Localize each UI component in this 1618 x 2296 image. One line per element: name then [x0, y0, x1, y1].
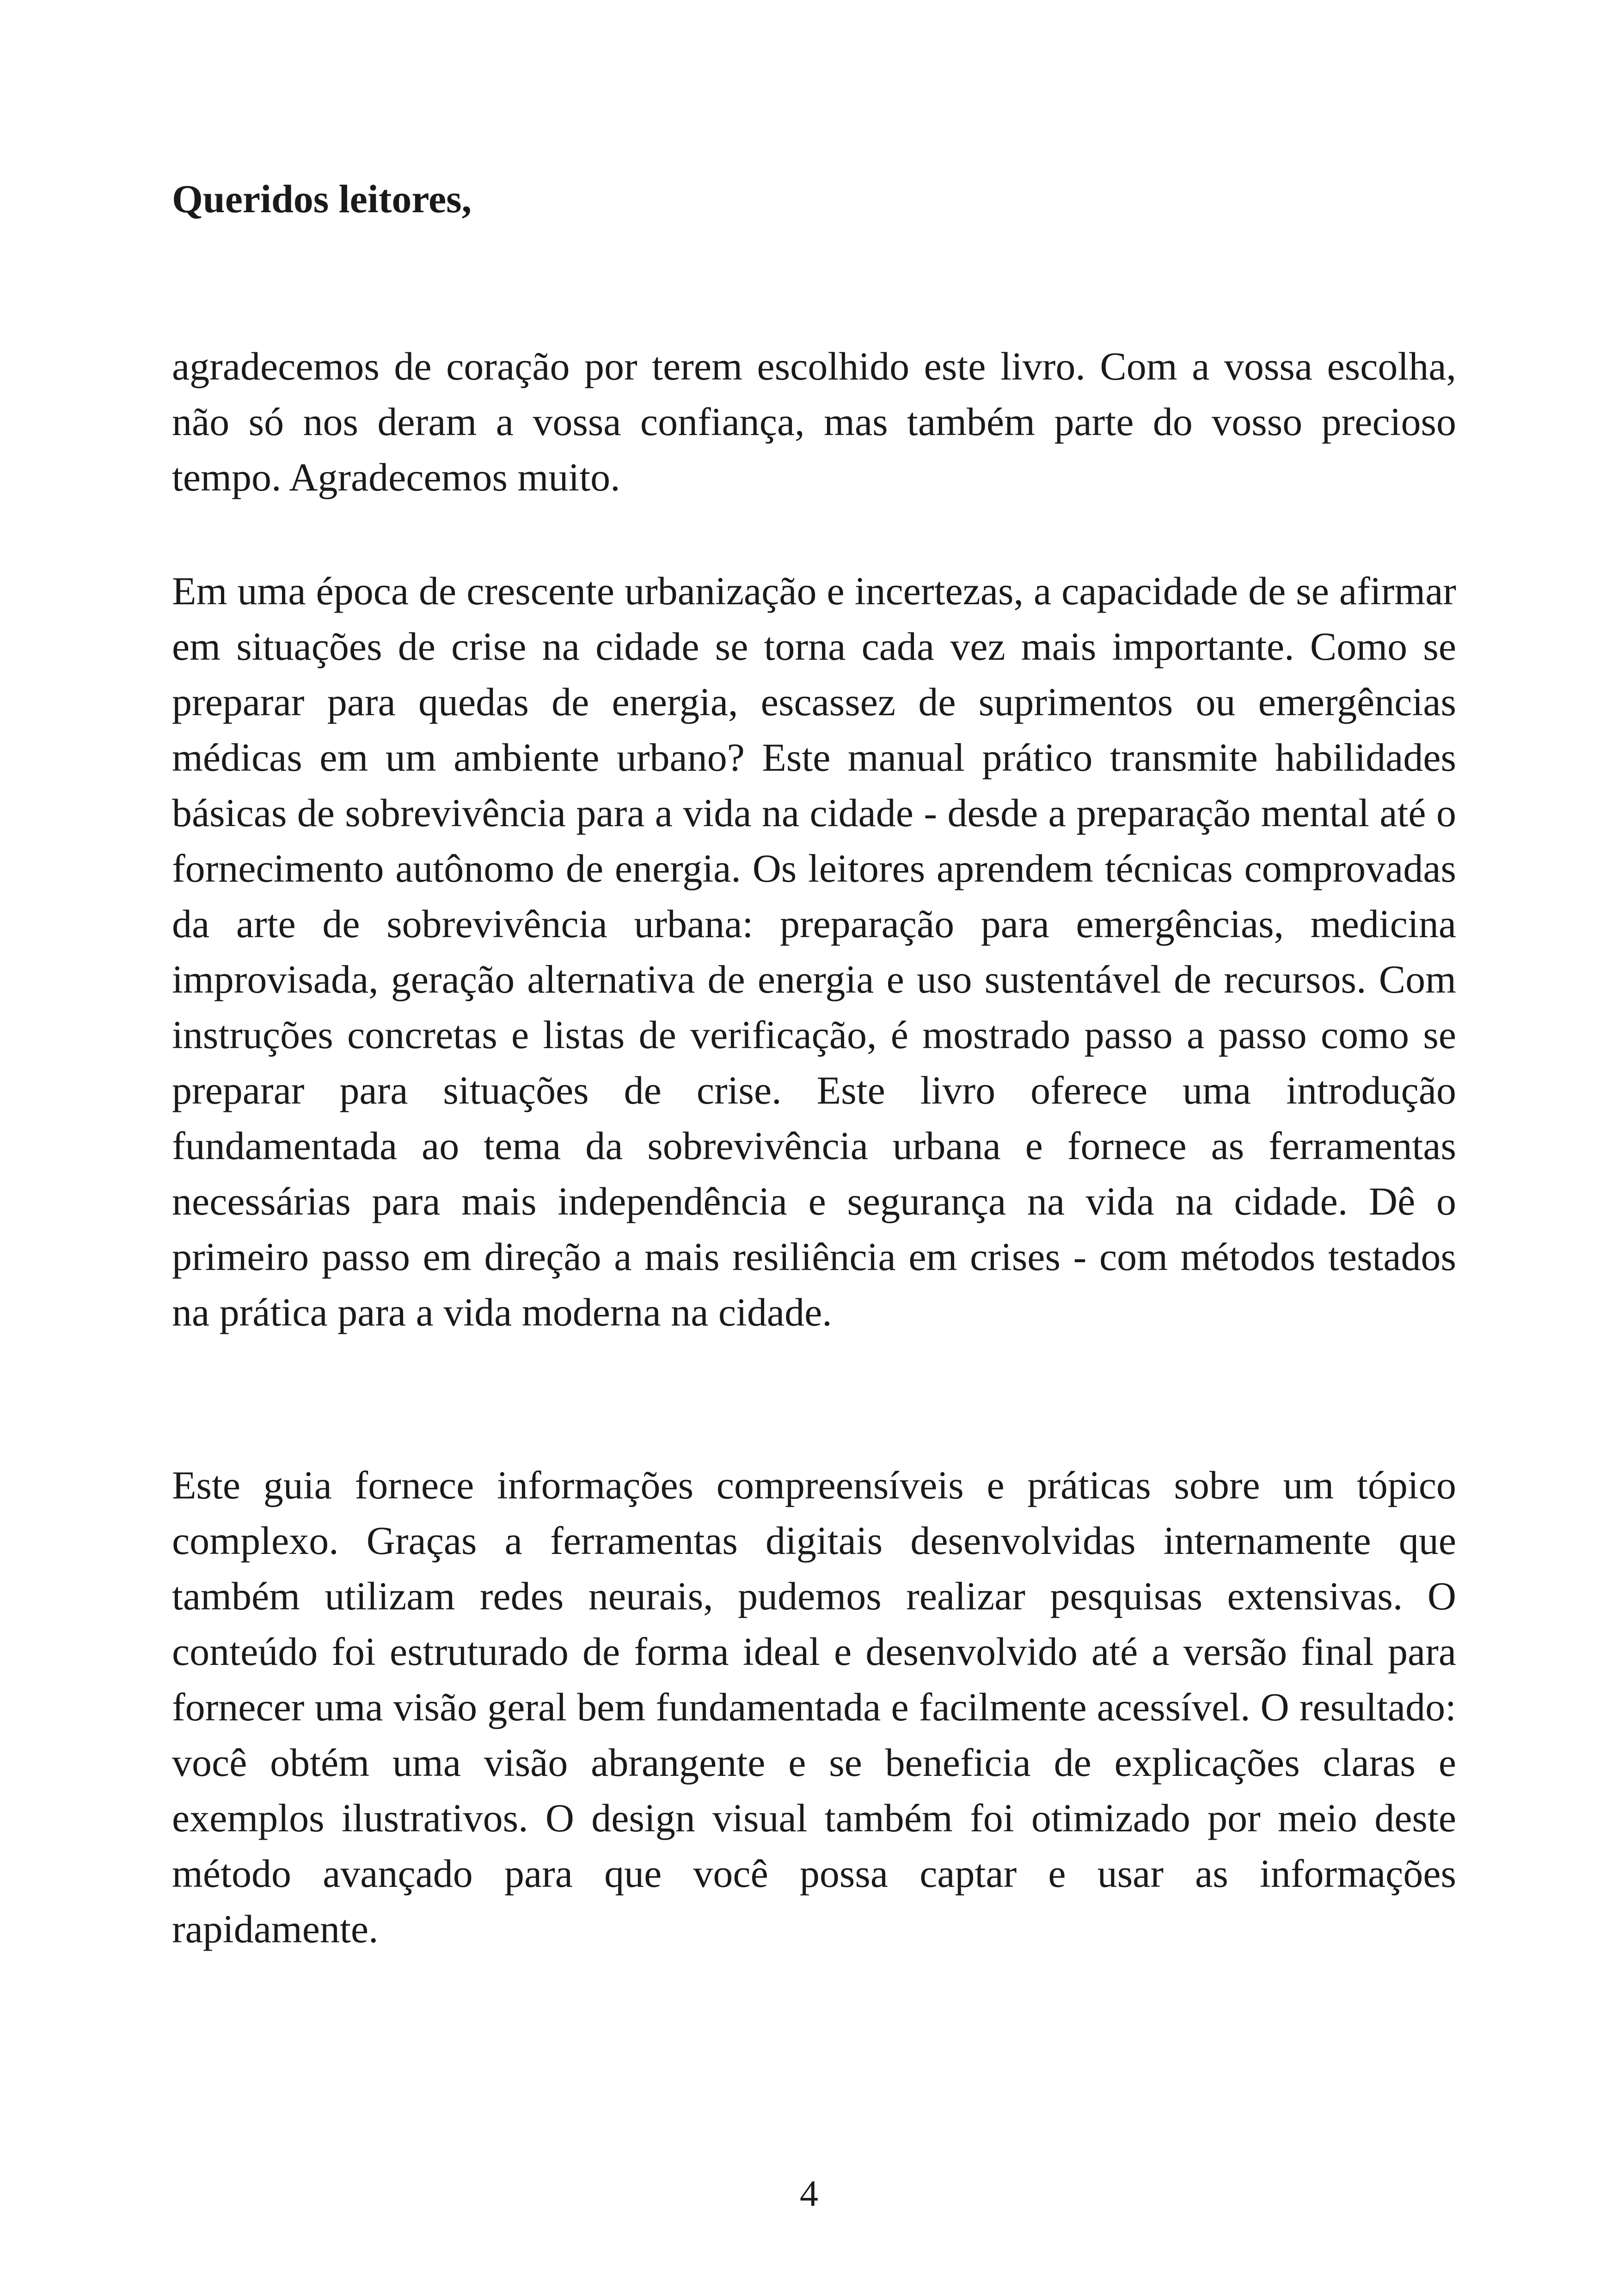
paragraph-guide-methodology: Este guia fornece informações compreensíveis e práticas sobre um tópico complexo. Graças a ferramentas digitais desenvolvidas internamente que também utilizam redes neurais, pudemos realizar pesquisas extensivas. O conteúdo foi estruturado de forma ideal e desenvolvido até a versão final para fornecer uma visão geral bem fundamentada e facilmente acessível. O resultado: você obtém uma visão abrangente e se beneficia de explicações claras e exemplos ilustrativos. O design visual também foi otimizado por meio deste método avançado para que você possa captar e usar as informações rapidamente.: [172, 1463, 1456, 1951]
paragraph-thanks: agradecemos de coração por terem escolhido este livro. Com a vossa escolha, não só nos deram a vossa confiança, mas também parte do vosso precioso tempo. Agradecemos muito.: [172, 344, 1456, 499]
paragraph-book-description: Em uma época de crescente urbanização e incertezas, a capacidade de se afirmar em situações de crise na cidade se torna cada vez mais importante. Como se preparar para quedas de energia, escassez de suprimentos ou emergências médicas em um ambiente urbano? Este manual prático transmite habilidades básicas de sobrevivência para a vida na cidade - desde a preparação mental até o fornecimento autônomo de energia. Os leitores aprendem técnicas comprovadas da arte de sobrevivência urbana: preparação para emergências, medicina improvisada, geração alternativa de energia e uso sustentável de recursos. Com instruções concretas e listas de verificação, é mostrado passo a passo como se preparar para situações de crise. Este livro oferece uma introdução fundamentada ao tema da sobrevivência urbana e fornece as ferramentas necessárias para mais independência e segurança na vida na cidade. Dê o primeiro passo em direção a mais resiliência em crises - com métodos testados na prática para a vida moderna na cidade.: [172, 569, 1456, 1334]
page-number: 4: [800, 2173, 818, 2214]
salutation-heading: Queridos leitores,: [172, 177, 472, 221]
